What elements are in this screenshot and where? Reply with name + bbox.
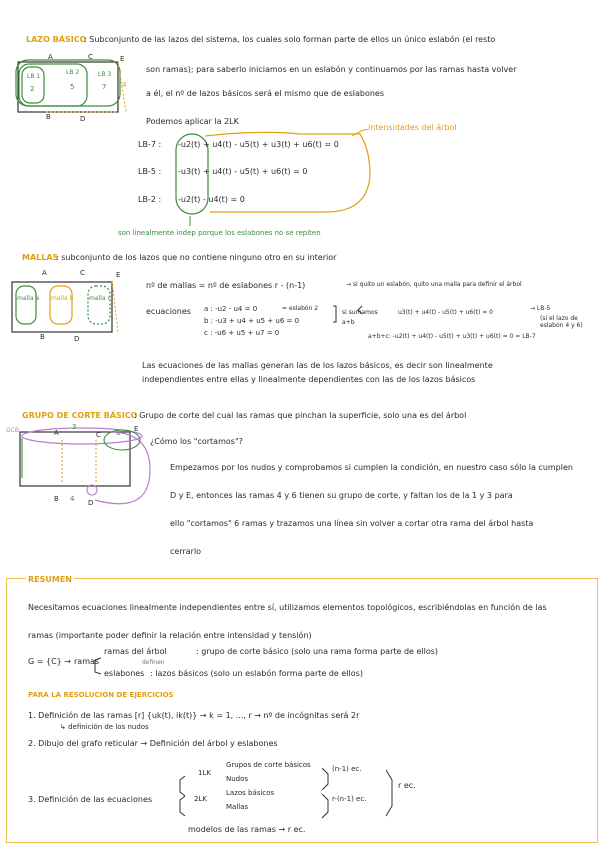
eq3: -u2(t) - u4(t) = 0 <box>178 195 245 204</box>
step-1: 1. Definición de las ramas [r] {uk(t), ik(t)} → k = 1, ..., r → nº de incógnitas será 2r <box>28 711 360 720</box>
k1-a: Grupos de corte básicos <box>226 761 311 769</box>
eq1-label: LB-7 : <box>138 140 162 149</box>
graph-3-frame <box>20 429 130 486</box>
s3-node-d: D <box>88 499 94 507</box>
mesh-count: nº de mallas = nº de eslabones r - (n-1) <box>146 281 306 290</box>
lazo-basico-heading: LAZO BÁSICO <box>26 35 87 44</box>
sum-note-2: a+b <box>342 319 355 326</box>
s3-node-e: E <box>134 425 139 433</box>
sum-result: → LB-5 <box>530 305 551 312</box>
mesh-c: malla c <box>89 295 111 302</box>
eq3-label: LB-2 : <box>138 195 162 204</box>
s1-node-c: C <box>88 53 93 61</box>
s1-branch-5: 5 <box>70 83 75 91</box>
mesh-conclusion-2: independientes entre ellas y linealmente dependientes con las de los lazos básicos <box>142 375 476 384</box>
s1-branch-4: 4 <box>122 81 127 89</box>
apply-2lk-text: Podemos aplicar la 2LK <box>146 117 239 126</box>
ecuaciones-title: ecuaciones <box>146 307 191 316</box>
s1-node-b: B <box>46 113 51 121</box>
k2-b: Mallas <box>226 803 249 811</box>
gcb-para-2: D y E, entonces las ramas 4 y 6 tienen su grupo de corte, y faltan los de la 1 y 3 para <box>170 491 513 500</box>
mallas-heading: MALLAS <box>22 253 59 262</box>
s2-node-a: A <box>42 269 47 277</box>
eq1: -u2(t) + u4(t) - u5(t) + u3(t) + u6(t) = 0 <box>178 140 339 149</box>
intensities-label: intensidades del árbol <box>368 123 457 132</box>
sum-result-2: (si el lazo de eslabón 4 y 6) <box>540 315 583 329</box>
sum-eq: u3(t) + u4(t) - u5(t) + u6(t) = 0 <box>398 309 493 316</box>
k1-count: (n-1) ec. <box>332 765 362 773</box>
s3-node-c: C <box>96 431 101 439</box>
resumen-line-2: ramas (importante poder definir la relación entre intensidad y tensión) <box>28 631 312 640</box>
step-2: 2. Dibujo del grafo reticular → Definición del árbol y eslabones <box>28 739 278 748</box>
s3-branch-3: 3 <box>72 423 77 431</box>
s2-node-b: B <box>40 333 45 341</box>
step-1b: ↳ definición de los nudos <box>60 723 149 731</box>
sum2-eq: a+b+c: -u2(t) + u4(t) - u5(t) + u3(t) + u6(t) = 0 = LB-7 <box>368 333 536 340</box>
mesh-eq-a: a : -u2 - u4 = 0 <box>204 305 258 313</box>
s1-branch-2: 2 <box>30 85 35 93</box>
eslabones-def: : lazos básicos (solo un eslabón forma parte de ellos) <box>150 669 363 678</box>
ramas-arbol-def: : grupo de corte básico (solo una rama forma parte de ellos) <box>196 647 439 656</box>
mesh-a: malla a <box>17 295 40 302</box>
definen-label: definen <box>142 659 165 666</box>
mallas-text-1: : subconjunto de los lazos que no contiene ninguno otro en su interior <box>56 253 337 262</box>
k2-a: Lazos básicos <box>226 789 275 797</box>
step-3: 3. Definición de las ecuaciones <box>28 795 153 804</box>
mesh-eq-b: b : -u3 + u4 + u5 + u6 = 0 <box>204 317 300 325</box>
s2-node-e: E <box>116 271 121 279</box>
resumen-heading: RESUMEN <box>28 575 73 584</box>
gcb-label: GCB <box>6 427 19 434</box>
gcb-para-1: Empezamos por los nudos y comprobamos si cumplen la condición, en nuestro caso sólo la cumplen <box>170 463 573 472</box>
gcb-text-1: : Grupo de corte del cual las ramas que pinchan la superficie, solo una es del árbol <box>134 411 467 420</box>
lazo-basico-text-1: : Subconjunto de las lazos del sistema, los cuales solo forman parte de ellos un único eslabón (el resto <box>84 35 496 44</box>
s1-loop-lb3: LB 3 <box>98 71 112 78</box>
s1-loop-lb2: LB 2 <box>66 69 80 76</box>
k2-count: r-(n-1) ec. <box>332 795 367 803</box>
mesh-eq-a-note: = eslabón 2 <box>282 305 319 312</box>
independence-note: son linealmente indep porque los eslabones no se repiten <box>118 229 321 237</box>
resumen-line-1: Necesitamos ecuaciones linealmente independientes entre sí, utilizamos elementos topológicos, escribiéndolas en función de las <box>28 603 547 612</box>
s3-branch-6: 6 <box>116 429 121 437</box>
ramas-arbol-label: ramas del árbol <box>104 647 167 656</box>
sum-note-1: si sumamos <box>342 309 378 316</box>
k2-label: 2LK <box>194 795 207 803</box>
s1-node-a: A <box>48 53 53 61</box>
s1-node-e: E <box>120 55 125 63</box>
gcb-para-4: cerrarlo <box>170 547 202 556</box>
lazo-basico-text-2: son ramas); para saberlo iniciamos en un eslabón y continuamos por las ramas hasta volver <box>146 65 517 74</box>
mesh-conclusion-1: Las ecuaciones de las mallas generan las de los lazos básicos, es decir son linealmente <box>142 361 493 370</box>
ramas-label: ramas <box>74 657 100 666</box>
k1-b: Nudos <box>226 775 249 783</box>
s3-node-b: B <box>54 495 59 503</box>
mesh-eq-c: c : -u6 + u5 + u7 = 0 <box>204 329 280 337</box>
lazo-basico-text-3: a él, el nº de lazos básicos será el mismo que de eslabones <box>146 89 385 98</box>
k1-label: 1LK <box>198 769 211 777</box>
s3-node-a: A <box>54 429 59 437</box>
eslabones-label: eslabones <box>104 669 145 678</box>
resolucion-subheading: PARA LA RESOLUCIÓN DE EJERCICIOS <box>28 691 174 699</box>
cut-set-2 <box>95 429 150 504</box>
gcb-para-3: ello "cortamos" 6 ramas y trazamos una línea sin volver a cortar otra rama del árbol hasta <box>170 519 534 528</box>
cut-question: ¿Cómo los "cortamos"? <box>150 437 243 446</box>
g-label: G = {C} → <box>28 657 71 666</box>
mesh-count-note: → si quito un eslabón, quito una malla para definir el árbol <box>346 281 522 288</box>
models-line: modelos de las ramas → r ec. <box>188 825 306 834</box>
s1-loop-lb1: LB 1 <box>27 73 41 80</box>
mesh-b: malla b <box>51 295 74 302</box>
s1-node-d: D <box>80 115 86 123</box>
s2-node-d: D <box>74 335 80 343</box>
s2-node-c: C <box>80 269 85 277</box>
total-r-ec: r ec. <box>398 781 416 790</box>
s3-branch-4: 4 <box>70 495 75 503</box>
eq2-label: LB-5 : <box>138 167 162 176</box>
s1-branch-7: 7 <box>102 83 107 91</box>
gcb-heading: GRUPO DE CORTE BÁSICO <box>22 411 138 420</box>
eq2: -u3(t) + u4(t) - u5(t) + u6(t) = 0 <box>178 167 308 176</box>
